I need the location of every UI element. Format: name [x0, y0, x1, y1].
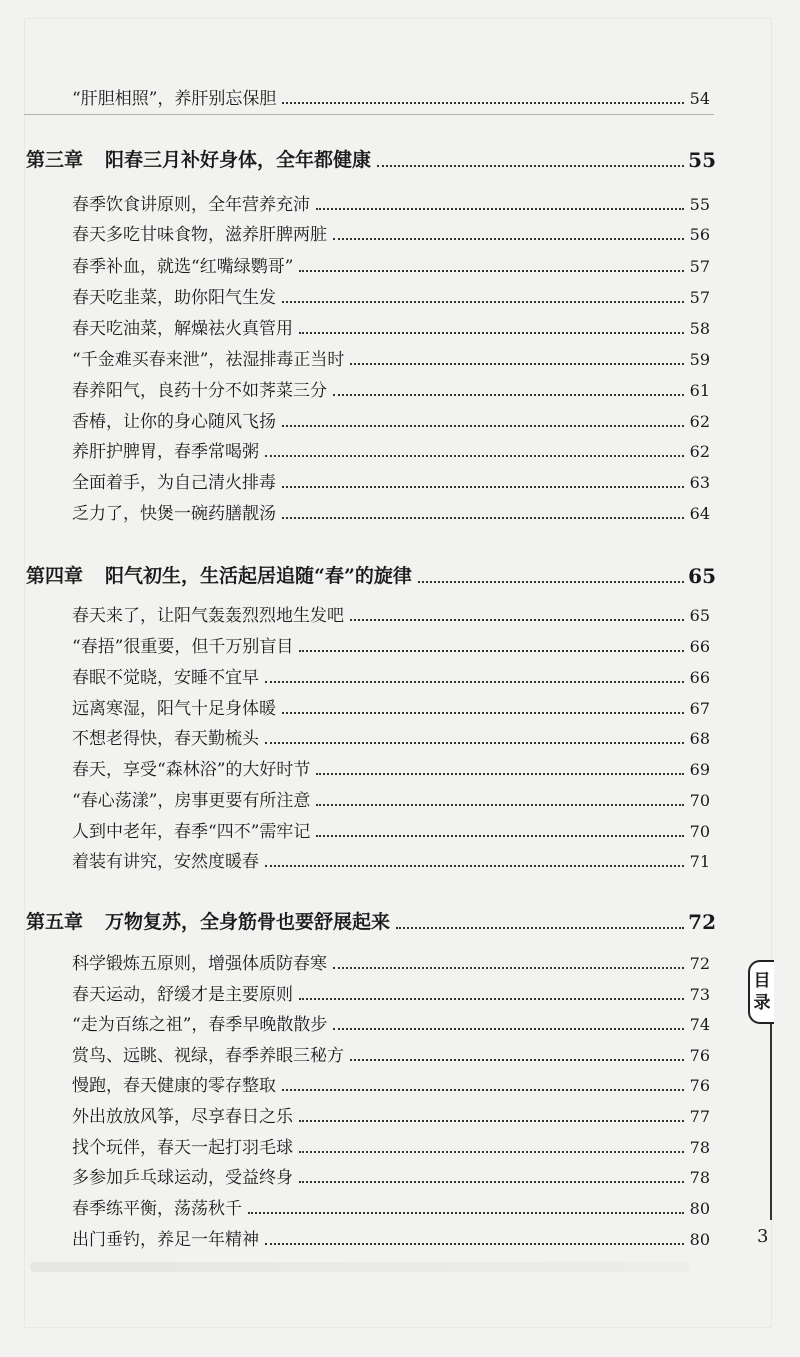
entry-page-number: 64 [689, 504, 710, 523]
dot-leader [265, 454, 684, 457]
entry-page-number: 72 [688, 910, 716, 934]
toc-entry [72, 1045, 710, 1067]
toc-entry [72, 790, 710, 812]
dot-leader [316, 834, 684, 837]
chapter-title-text: 阳春三月补好身体，全年都健康 [105, 149, 372, 171]
entry-title: 春季练平衡，荡荡秋千 [72, 1199, 242, 1219]
entry-page-number: 61 [689, 381, 710, 400]
entry-title: 春天吃油菜，解燥祛火真管用 [72, 319, 293, 339]
entry-page-number: 78 [689, 1168, 710, 1187]
dot-leader [299, 649, 684, 652]
dot-leader [282, 711, 684, 714]
entry-title: 出门垂钓，养足一年精神 [72, 1230, 259, 1250]
entry-title: 外出放放风筝，尽享春日之乐 [72, 1107, 293, 1127]
entry-title: 乏力了，快煲一碗药膳靓汤 [72, 504, 276, 524]
chapter-heading [26, 909, 716, 935]
entry-page-number: 66 [689, 637, 710, 656]
dot-leader [282, 300, 684, 303]
entry-page-number: 57 [689, 257, 710, 276]
dot-leader [316, 207, 684, 210]
dot-leader [265, 680, 684, 683]
toc-entry [72, 256, 710, 278]
dot-leader [396, 926, 684, 929]
chapter-number: 第五章 [26, 911, 84, 933]
entry-title: “春捂”很重要，但千万别盲目 [72, 637, 294, 657]
chapter-title [26, 147, 371, 173]
toc-entry [72, 472, 710, 494]
dot-leader [316, 803, 684, 806]
entry-page-number: 59 [689, 350, 710, 369]
toc-entry [72, 349, 710, 371]
toc-entry [72, 411, 710, 433]
entry-title: 不想老得快，春天勤梳头 [72, 729, 259, 749]
toc-entry [72, 1137, 710, 1159]
contents-side-tab [748, 960, 774, 1024]
dot-leader [377, 164, 684, 167]
toc-entry [72, 821, 710, 843]
dot-leader [299, 997, 684, 1000]
toc-entry [72, 1198, 710, 1220]
entry-title: “肝胆相照”，养肝别忘保胆 [72, 89, 277, 109]
entry-page-number: 71 [689, 852, 710, 871]
entry-page-number: 74 [689, 1015, 710, 1034]
dot-leader [299, 1119, 684, 1122]
entry-title: “春心荡漾”，房事更要有所注意 [72, 791, 311, 811]
entry-page-number: 70 [689, 791, 710, 810]
chapter-title-text: 阳气初生，生活起居追随“春”的旋律 [105, 565, 412, 587]
entry-title: 春天运动，舒缓才是主要原则 [72, 985, 293, 1005]
dot-leader [265, 864, 684, 867]
page-number: 3 [757, 1226, 769, 1247]
entry-page-number: 67 [689, 699, 710, 718]
toc-entry [72, 380, 710, 402]
entry-title: 春季补血，就选“红嘴绿鹦哥” [72, 257, 294, 277]
chapter-title-text: 万物复苏，全身筋骨也要舒展起来 [105, 911, 391, 933]
toc-entry [72, 1014, 710, 1036]
toc-entry [72, 605, 710, 627]
toc-entry [72, 194, 710, 216]
entry-page-number: 57 [689, 288, 710, 307]
toc-entry [72, 224, 710, 246]
chapter-heading [26, 563, 716, 589]
entry-page-number: 80 [689, 1199, 710, 1218]
chapter-title [26, 909, 390, 935]
entry-title: 春天多吃甘味食物，滋养肝脾两脏 [72, 225, 327, 245]
entry-title: 春季饮食讲原则，全年营养充沛 [72, 195, 310, 215]
dot-leader [282, 516, 684, 519]
entry-page-number: 72 [689, 954, 710, 973]
dot-leader [333, 966, 684, 969]
dot-leader [333, 1027, 684, 1030]
dot-leader [350, 618, 684, 621]
entry-page-number: 80 [689, 1230, 710, 1249]
entry-page-number: 55 [689, 195, 710, 214]
entry-page-number: 76 [689, 1076, 710, 1095]
entry-title: 多参加乒乓球运动，受益终身 [72, 1168, 293, 1188]
entry-page-number: 62 [689, 412, 710, 431]
entry-page-number: 78 [689, 1138, 710, 1157]
scan-smudge [30, 1262, 690, 1272]
entry-title: 慢跑，春天健康的零存整取 [72, 1076, 276, 1096]
entry-title: 人到中老年，春季“四不”需牢记 [72, 822, 311, 842]
entry-page-number: 66 [689, 668, 710, 687]
entry-page-number: 70 [689, 822, 710, 841]
entry-page-number: 68 [689, 729, 710, 748]
toc-entry [72, 636, 710, 658]
entry-title: 春眠不觉晓，安睡不宜早 [72, 668, 259, 688]
entry-page-number: 65 [688, 564, 716, 588]
entry-page-number: 69 [689, 760, 710, 779]
entry-page-number: 54 [689, 89, 710, 108]
dot-leader [265, 741, 684, 744]
dot-leader [299, 331, 684, 334]
entry-page-number: 55 [688, 148, 716, 172]
dot-leader [333, 237, 684, 240]
toc-entry [72, 287, 710, 309]
entry-page-number: 56 [689, 225, 710, 244]
divider-rule [24, 114, 714, 115]
entry-title: 春天来了，让阳气轰轰烈烈地生发吧 [72, 606, 344, 626]
chapter-title [26, 563, 412, 589]
dot-leader [418, 580, 684, 583]
toc-entry [72, 318, 710, 340]
entry-title: 春天，享受“森林浴”的大好时节 [72, 760, 311, 780]
entry-title: 春养阳气，良药十分不如荠菜三分 [72, 381, 327, 401]
dot-leader [333, 393, 684, 396]
entry-title: 养肝护脾胃，春季常喝粥 [72, 442, 259, 462]
dot-leader [350, 362, 684, 365]
toc-entry [72, 1106, 710, 1128]
entry-title: “走为百练之祖”，春季早晚散散步 [72, 1015, 328, 1035]
toc-entry [72, 503, 710, 525]
entry-page-number: 65 [689, 606, 710, 625]
toc-entry [72, 88, 710, 110]
toc-entry [72, 698, 710, 720]
entry-title: 香椿，让你的身心随风飞扬 [72, 412, 276, 432]
toc-entry [72, 851, 710, 873]
toc-entry [72, 441, 710, 463]
entry-title: 着装有讲究，安然度暖春 [72, 852, 259, 872]
side-tab-char-2: 录 [753, 993, 771, 1013]
entry-title: 远离寒湿，阳气十足身体暖 [72, 699, 276, 719]
entry-page-number: 62 [689, 442, 710, 461]
dot-leader [316, 772, 684, 775]
dot-leader [299, 1180, 684, 1183]
toc-entry [72, 1075, 710, 1097]
dot-leader [248, 1211, 684, 1214]
dot-leader [282, 1088, 684, 1091]
toc-entry [72, 667, 710, 689]
toc-entry [72, 1229, 710, 1251]
entry-page-number: 73 [689, 985, 710, 1004]
toc-entry [72, 953, 710, 975]
toc-entry [72, 728, 710, 750]
entry-title: 赏鸟、远眺、视绿，春季养眼三秘方 [72, 1046, 344, 1066]
entry-title: 科学锻炼五原则，增强体质防春寒 [72, 954, 327, 974]
chapter-heading [26, 147, 716, 173]
entry-page-number: 77 [689, 1107, 710, 1126]
toc-entry [72, 759, 710, 781]
entry-page-number: 76 [689, 1046, 710, 1065]
entry-page-number: 63 [689, 473, 710, 492]
dot-leader [350, 1058, 684, 1061]
dot-leader [299, 1150, 684, 1153]
entry-title: 春天吃韭菜，助你阳气生发 [72, 288, 276, 308]
dot-leader [265, 1242, 684, 1245]
entry-title: 找个玩伴，春天一起打羽毛球 [72, 1138, 293, 1158]
dot-leader [282, 424, 684, 427]
dot-leader [282, 101, 684, 104]
entry-title: 全面着手，为自己清火排毒 [72, 473, 276, 493]
toc-entry [72, 984, 710, 1006]
toc-entry [72, 1167, 710, 1189]
chapter-number: 第三章 [26, 149, 84, 171]
entry-title: “千金难买春来泄”，祛湿排毒正当时 [72, 350, 345, 370]
chapter-number: 第四章 [26, 565, 84, 587]
side-tab-char-1: 目 [753, 971, 771, 991]
entry-page-number: 58 [689, 319, 710, 338]
dot-leader [282, 485, 684, 488]
dot-leader [299, 269, 684, 272]
